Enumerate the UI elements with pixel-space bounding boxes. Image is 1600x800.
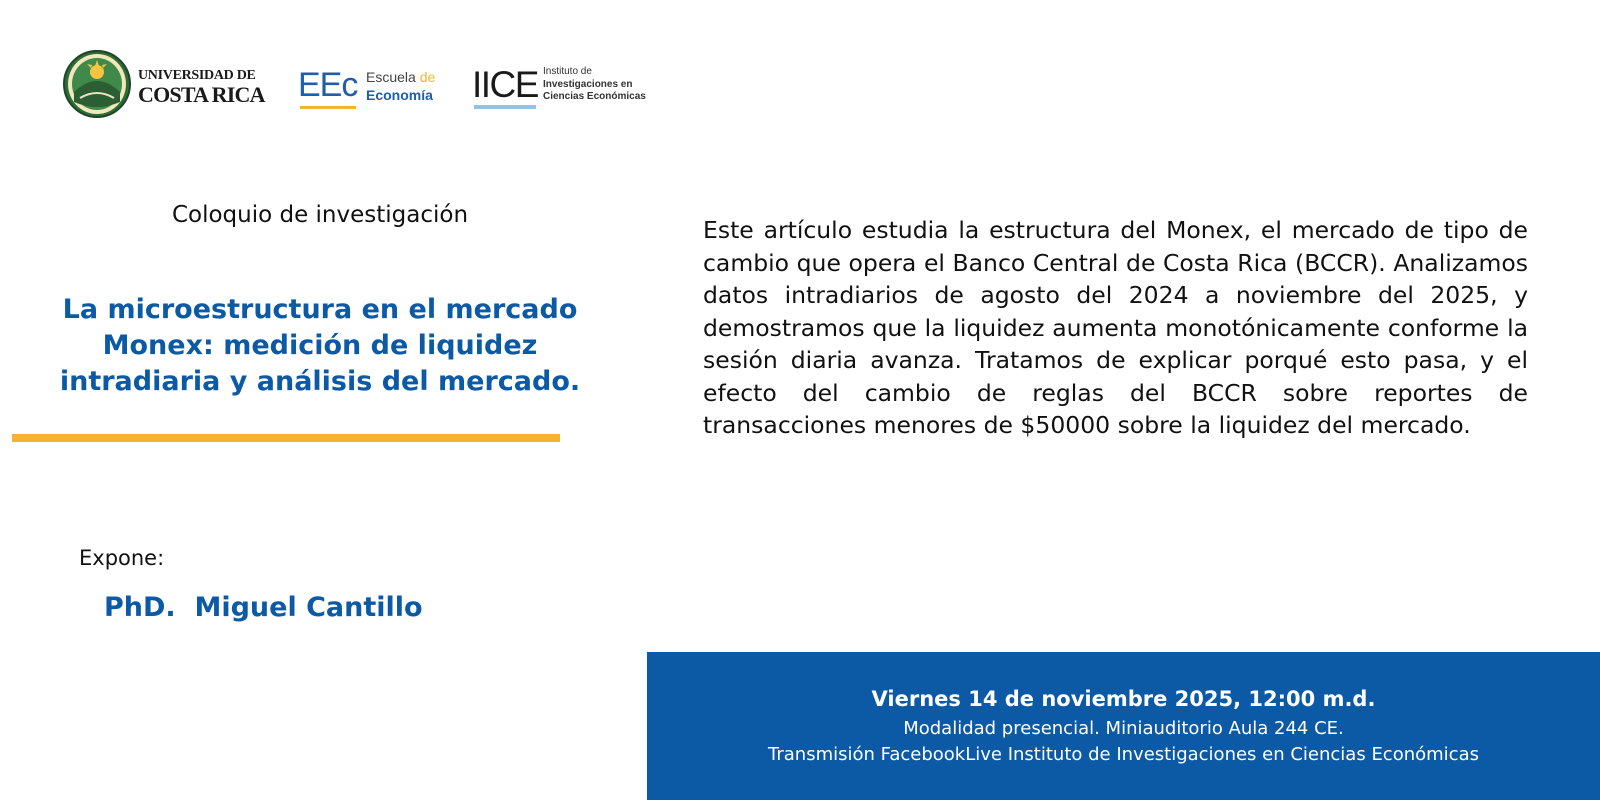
iice-line-1: Instituto de bbox=[543, 66, 592, 77]
presenter-label: Expone: bbox=[79, 546, 165, 570]
event-info-box bbox=[647, 652, 1600, 800]
eec-word-de: de bbox=[419, 69, 436, 85]
ucr-line-2: COSTA RICA bbox=[138, 82, 265, 107]
abstract-text: Este artículo estudia la estructura del Monex, el mercado de tipo de cambio que opera el Banco Central de Costa Rica (BCCR). Analizamos datos intradiarios de agosto del 2024 a noviembre del 2025, y demostramos que la liquidez aumenta monotónicamente conforme la sesión diaria avanza. Tratamos de explicar porqué esto pasa, y el efecto del cambio de reglas del BCCR sobre reportes de transacciones menores de $50000 sobre la liquidez del mercado. bbox=[703, 216, 1528, 439]
eec-logo-underline bbox=[300, 106, 356, 109]
event-stream: Transmisión FacebookLive Instituto de Investigaciones en Ciencias Económicas bbox=[768, 744, 1479, 765]
presenter-name: PhD. Miguel Cantillo bbox=[104, 592, 423, 623]
iice-logo-mark: IICE bbox=[472, 64, 538, 105]
ucr-seal-icon bbox=[62, 48, 132, 120]
ucr-logo-text bbox=[138, 69, 265, 106]
iice-logo-underline bbox=[474, 105, 536, 109]
eec-word-escuela: Escuela bbox=[366, 69, 416, 85]
event-modality: Modalidad presencial. Miniauditorio Aula 244 CE. bbox=[903, 718, 1344, 739]
iice-line-3: Ciencias Económicas bbox=[543, 91, 646, 102]
iice-logo-words bbox=[543, 66, 646, 104]
eec-logo-mark: EEc bbox=[298, 66, 358, 104]
event-type: Coloquio de investigación bbox=[171, 202, 469, 228]
event-date: Viernes 14 de noviembre 2025, 12:00 m.d. bbox=[871, 687, 1376, 711]
eec-logo-words bbox=[366, 68, 435, 104]
eec-word-economia: Economía bbox=[366, 87, 433, 103]
ucr-line-1: UNIVERSIDAD DE bbox=[138, 68, 256, 83]
iice-line-2: Investigaciones en bbox=[543, 78, 633, 90]
logo-row bbox=[62, 48, 662, 122]
event-title: La microestructura en el mercado Monex: medición de liquidez intradiaria y análisis del mercado. bbox=[59, 294, 581, 397]
gold-divider bbox=[12, 434, 560, 442]
